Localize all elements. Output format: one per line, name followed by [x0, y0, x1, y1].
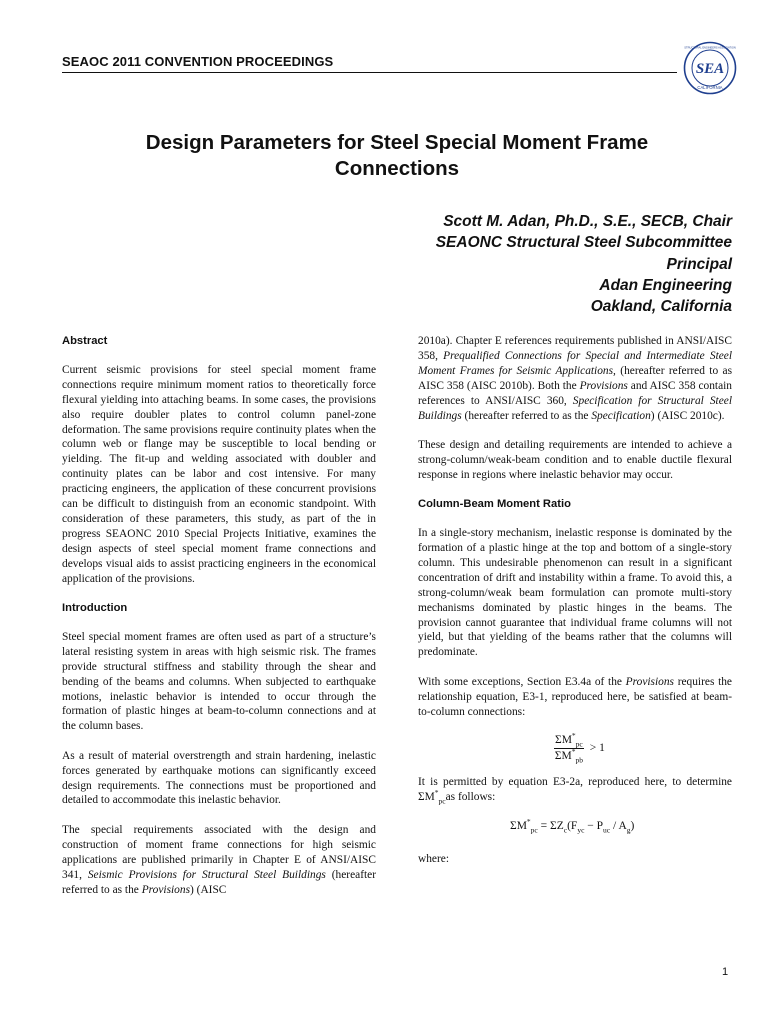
citation-term: Specification: [591, 409, 651, 422]
seaoc-logo: [683, 41, 737, 95]
subscript: c: [563, 825, 568, 835]
equation-term: ): [630, 820, 635, 833]
author-company: Adan Engineering: [599, 276, 732, 294]
where-label: where:: [418, 853, 449, 866]
star-superscript: *: [571, 731, 576, 741]
abstract-text: Current seismic provisions for steel special moment frame connections require minimum moment ratios to theoretically force flexural yielding into attaching beams. In some cases, the provisions also require doubler plates to control column panel-zone deformation. The same provisions require continuity plates when the column web or flange may be susceptible to local bending or yielding. The fit-up and welding associated with doubler and continuity plates can be labor and cost intensive. For many practicing engineers, the application of these concurrent provisions can be difficult to distinguish from an economic standpoint. With consideration of these parameters, this study, as part of the in progress SEAONC 2010 Special Projects Initiative, examines the design aspects of steel special moment frame connections and develops visual aids to assist practicing engineers in the economical application of the provisions.: [62, 363, 376, 585]
text-run: (hereafter referred to as the: [62, 868, 376, 896]
subscript: g: [626, 825, 631, 835]
paragraph: [418, 775, 732, 805]
subscript: yc: [577, 825, 585, 835]
paragraph: [418, 675, 732, 720]
right-column: [418, 334, 732, 867]
logo-text: SEA: [695, 61, 725, 77]
header-rule: [62, 72, 677, 73]
inequality: > 1: [589, 741, 605, 754]
subscript: pc: [530, 825, 538, 835]
author-role: Principal: [666, 255, 732, 273]
equation-e3-2a: [510, 819, 732, 834]
author-name: Scott M. Adan, Ph.D., S.E., SECB, Chair: [443, 213, 732, 230]
author-block: [436, 211, 732, 317]
title-line: Design Parameters for Steel Special Moment Frame: [145, 131, 649, 154]
equation-term: − P: [584, 820, 604, 833]
subscript: pc: [438, 796, 446, 806]
author-affiliation: SEAONC Structural Steel Subcommittee: [435, 234, 732, 252]
left-column: [62, 334, 376, 912]
citation-term: Provisions: [625, 675, 674, 688]
text-run: 2010a). Chapter E references requirements published in ANSI/AISC 358,: [418, 335, 732, 362]
text-run: ) (AISC: [190, 883, 227, 896]
introduction-heading: Introduction: [62, 602, 128, 614]
star-superscript: *: [526, 817, 531, 827]
equation-term: = ΣZ: [537, 820, 564, 833]
text-run: (hereafter referred to as AISC 358 (AISC 2010b). Both the: [418, 364, 733, 392]
text-run: With some exceptions, Section E3.4a of the: [418, 675, 626, 688]
logo-ring-text: STRUCTURAL ENGINEERS ASSOCIATION: [684, 46, 736, 50]
star-superscript: *: [571, 747, 576, 757]
paper-title: [64, 130, 730, 182]
paragraph: [62, 823, 376, 898]
citation-title: Prequalified Connections for Special and Intermediate Steel Moment Frames for Seismic Applications,: [418, 349, 733, 377]
section-heading: Column-Beam Moment Ratio: [418, 498, 571, 511]
text-run: as follows:: [445, 790, 496, 803]
citation-title: Specification for Structural Steel Buildings: [418, 394, 732, 422]
text-run: and AISC 358 contain references to ANSI/AISC 360,: [418, 379, 732, 407]
citation-term: Provisions: [141, 883, 191, 896]
text-run: It is permitted by equation E3-2a, reproduced here, to determine: [418, 775, 732, 788]
equation-e3-1: [554, 731, 732, 765]
text-run: requires the relationship equation, E3-1, reproduced here, be satisfied at beam-to-column connections:: [418, 675, 732, 718]
equation-term: / A: [610, 820, 627, 833]
running-header: SEAOC 2011 CONVENTION PROCEEDINGS: [62, 54, 334, 69]
sum-symbol: ΣM: [555, 733, 572, 746]
moment-ratio-fraction: [554, 731, 584, 765]
paragraph: Steel special moment frames are often used as part of a structure’s lateral resisting system in areas with high seismic risk. The frames provide structural stiffness and stability through the shear and bending of the beams and columns. When subjected to earthquake motions, inelastic behavior is intended to occur through the formation of plastic hinges at beam-to-column connections and at the column bases.: [62, 630, 376, 733]
subscript: pc: [575, 739, 583, 749]
citation-term: Provisions: [579, 379, 628, 392]
paragraph: These design and detailing requirements are intended to achieve a strong-column/weak-beam condition and to enable ductile flexural response in regions where inelastic behavior may occur.: [418, 438, 732, 481]
fraction-denominator: [555, 749, 583, 763]
fraction-numerator: [554, 731, 584, 749]
paragraph: In a single-story mechanism, inelastic response is dominated by the formation of a plastic hinge at the top and bottom of a single-story column. This undesirable phenomenon can result in a significant concentration of drift and instability within a frame. To avoid this, a strong-column/weak beam formulation can promote multi-story mechanisms dominated by plastic hinges in the beams. The provision cannot guarantee that individual frame columns will not yield, but that yielding of the beams rather that the columns will predominate.: [418, 527, 732, 659]
equation-term: (F: [567, 820, 578, 833]
author-location: Oakland, California: [590, 298, 732, 316]
subscript: uc: [603, 825, 611, 835]
subscript: pb: [575, 755, 583, 765]
text-run: The special requirements associated with the design and construction of moment frame connections for high seismic applications are published primarily in Chapter E of ANSI/AISC 341,: [62, 823, 376, 881]
abstract-heading: Abstract: [62, 335, 108, 347]
title-line: Connections: [334, 157, 460, 180]
text-run: ) (AISC 2010c).: [650, 409, 725, 422]
logo-state: CALIFORNIA: [697, 85, 723, 90]
paragraph: [418, 334, 732, 423]
text-run: (hereafter referred to as the: [461, 409, 592, 422]
citation-title: Seismic Provisions for Structural Steel Buildings: [87, 868, 326, 881]
sum-symbol: ΣM: [510, 820, 527, 833]
paragraph: As a result of material overstrength and strain hardening, inelastic forces generated by earthquake motions can significantly exceed design requirements. The connections must be proportioned and detailed to accommodate this inelastic behavior.: [62, 749, 376, 807]
star-superscript: *: [434, 788, 439, 798]
sum-symbol: ΣM: [418, 790, 435, 803]
page-number: 1: [722, 966, 729, 978]
sum-symbol: ΣM: [554, 749, 572, 762]
